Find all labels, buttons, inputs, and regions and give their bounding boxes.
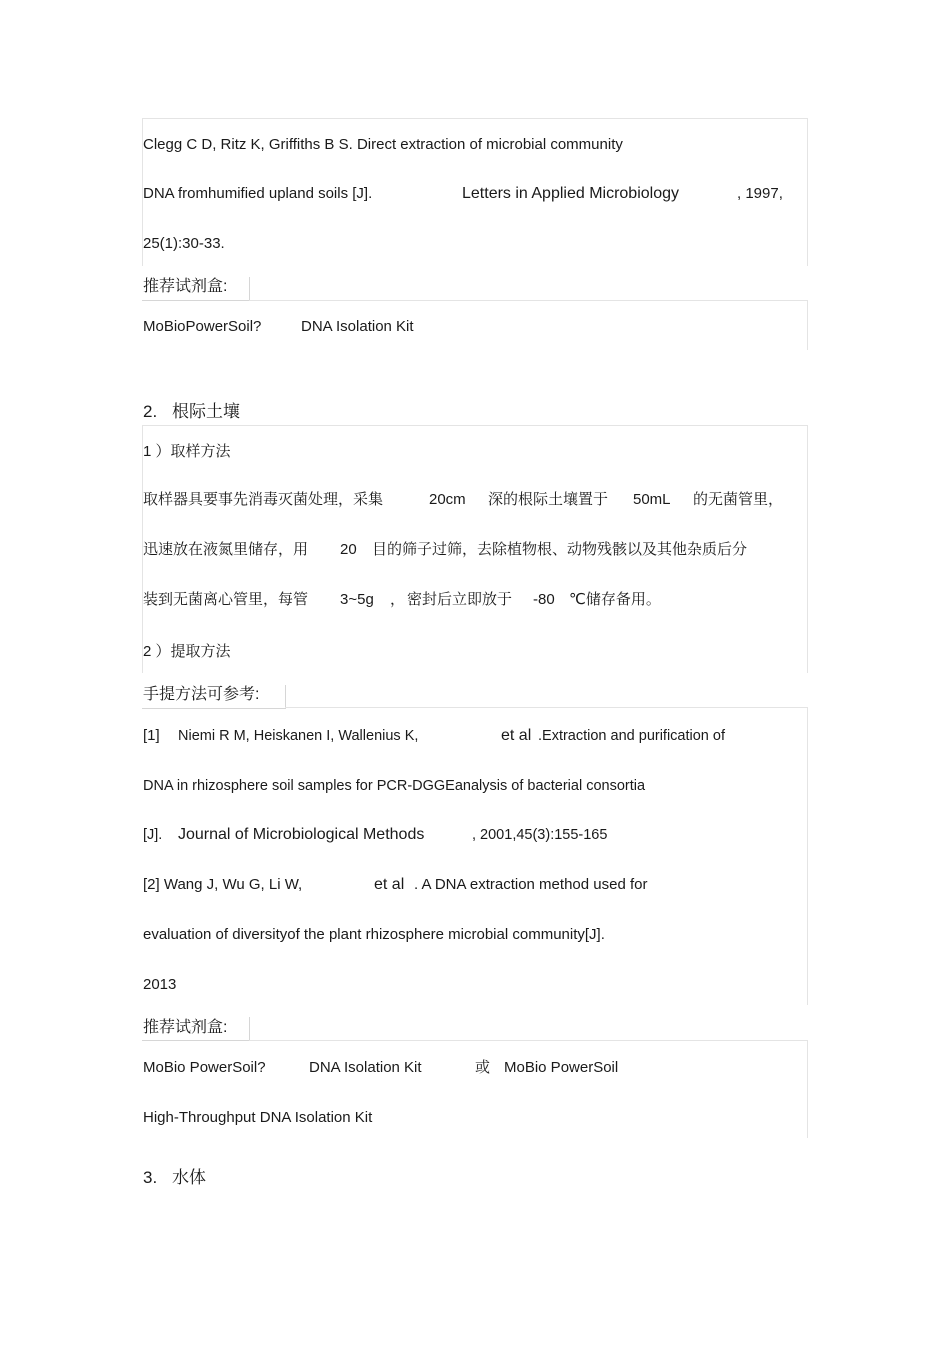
sampling-value: 50mL: [633, 491, 671, 508]
ref-title: evaluation of diversityof the plant rhizosphere microbial community[J].: [143, 926, 605, 943]
ref-title: . A DNA extraction method used for: [414, 876, 648, 893]
sampling-text: 深的根际土壤置于: [488, 491, 609, 508]
ref-authors: [2] Wang J, Wu G, Li W,: [143, 876, 303, 893]
sampling-text: 装到无菌离心管里，每管: [143, 591, 309, 608]
kit-label: 推荐试剂盒:: [143, 1019, 228, 1036]
section-2-number: 2.: [143, 402, 158, 421]
ref-line-2-authors: DNA fromhumified upland soils [J].: [143, 185, 373, 202]
ref-et-al: et al: [374, 876, 405, 893]
sampling-text: 取样器具要事先消毒灭菌处理，采集: [143, 491, 384, 508]
sampling-text: 目的筛子过筛，去除植物根、动物残骸以及其他杂质后分: [372, 541, 748, 558]
sampling-text: ，: [390, 591, 406, 608]
ref-number: [1]: [143, 727, 160, 744]
ref-year: , 1997,: [737, 185, 783, 202]
ref-title: .Extraction and purification of: [538, 728, 725, 744]
sampling-title: 1 ）取样方法: [143, 443, 231, 460]
extraction-title: 2 ）提取方法: [143, 643, 231, 660]
ref-journal: Journal of Microbiological Methods: [178, 826, 425, 843]
kit-name-b: DNA Isolation Kit: [301, 318, 414, 335]
kit-name-b: DNA Isolation Kit: [309, 1059, 422, 1076]
ref-et-al: et al: [501, 727, 532, 744]
sampling-value: -80: [533, 591, 555, 608]
kit-or: 或: [475, 1059, 491, 1076]
sampling-value: 3~5g: [340, 591, 374, 608]
ref-authors: Niemi R M, Heiskanen I, Wallenius K,: [178, 728, 419, 744]
ref-year: , 2001,45(3):155-165: [472, 827, 608, 843]
sampling-value: 20cm: [429, 491, 466, 508]
kit-name-a: MoBio PowerSoil?: [143, 1059, 266, 1076]
ref-journal: Letters in Applied Microbiology: [462, 185, 680, 202]
label-tab-divider: [142, 1017, 250, 1041]
sampling-text: ℃储存备用。: [569, 591, 661, 608]
section-2-title: 根际土壤: [172, 402, 240, 421]
manual-method-label: 手提方法可参考:: [143, 686, 260, 703]
section-3-title: 水体: [172, 1168, 206, 1187]
ref-line-3: 25(1):30-33.: [143, 235, 225, 252]
ref-line-1: Clegg C D, Ritz K, Griffiths B S. Direct extraction of microbial community: [143, 136, 623, 153]
label-tab-divider: [142, 277, 250, 301]
sampling-text: 的无菌管里，: [693, 491, 784, 508]
ref-type: [J].: [143, 827, 163, 843]
kit-name-c-line-2: High-Throughput DNA Isolation Kit: [143, 1109, 373, 1126]
references-box: [285, 707, 808, 1005]
kit-label: 推荐试剂盒:: [143, 278, 228, 295]
label-tab-divider: [142, 685, 286, 709]
ref-title: DNA in rhizosphere soil samples for PCR-DGGEanalysis of bacterial consortia: [143, 778, 646, 794]
ref-year: 2013: [143, 976, 177, 993]
sampling-value: 20: [340, 541, 357, 558]
kit-name-a: MoBioPowerSoil?: [143, 318, 262, 335]
section-3-number: 3.: [143, 1168, 158, 1187]
sampling-text: 迅速放在液氮里储存，用: [143, 541, 309, 558]
kit-name-c: MoBio PowerSoil: [504, 1059, 619, 1076]
sampling-text: 密封后立即放于: [407, 591, 513, 608]
